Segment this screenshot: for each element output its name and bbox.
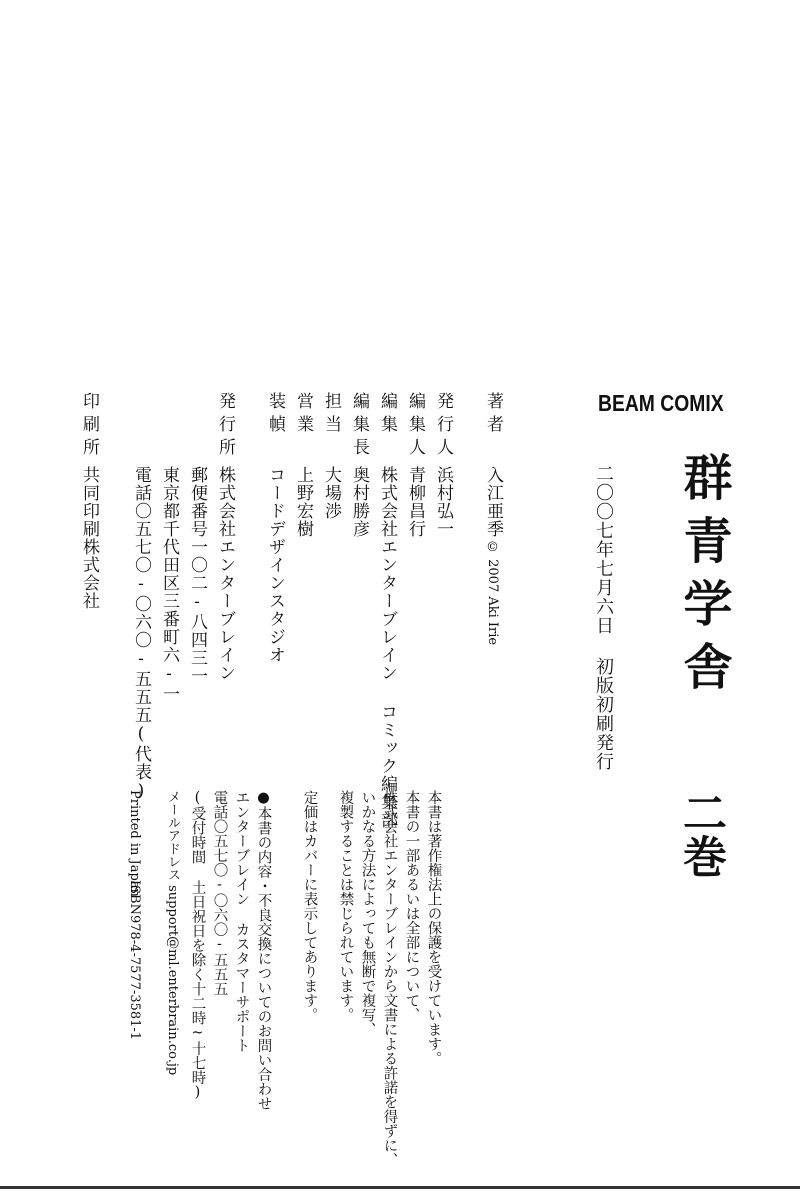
credit-editorial-dept: 株式会社エンターブレイン コミック編集部: [377, 466, 397, 829]
credit-publisher-person-name: 浜村弘一: [433, 466, 453, 538]
support-name: エンターブレイン カスタマーサポート: [233, 790, 250, 1053]
publisher-postal-code: 郵便番号一〇二-八四三一: [187, 466, 207, 685]
credit-editor-person-name: 青柳昌行: [405, 466, 425, 538]
book-title: 群青学舎: [676, 452, 734, 704]
credit-label-editor-in-chief-person: 編集人: [405, 392, 425, 461]
support-phone: 電話〇五七〇-〇六〇-五五五: [211, 790, 228, 996]
publisher-address: 東京都千代田区三番町六-一: [159, 466, 179, 703]
publication-date: 二〇〇七年七月六日 初版初刷発行: [593, 464, 614, 771]
credit-label-sales: 営業: [293, 392, 313, 438]
credit-label-editorial: 編集: [377, 392, 397, 438]
notice-line-3: 株式会社エンターブレインから文書による許諾を得ずに、: [381, 790, 398, 1167]
credit-label-publisher-person: 発行人: [433, 392, 453, 461]
printer-label: 印刷所: [79, 392, 99, 461]
credit-label-author: 著者: [483, 392, 503, 438]
copyright-line: © 2007 Aki Irie: [485, 540, 500, 646]
support-hours: (受付時間 土日祝日を除く十二時~十七時): [189, 790, 206, 1101]
notice-line-4: いかなる方法によっても無断で複写、: [359, 790, 376, 1037]
notice-line-2: 本書の一部あるいは全部について、: [403, 790, 420, 1022]
notice-line-1: 本書は著作権法上の保護を受けています。: [425, 790, 442, 1066]
credit-in-charge-name: 大場渉: [321, 466, 341, 520]
publisher-label: 発行所: [215, 392, 235, 461]
publisher-phone: 電話〇五七〇-〇六〇-五五五(代表): [131, 466, 151, 802]
support-email: メールアドレス support@ml.enterbrain.co.jp: [165, 790, 180, 1076]
volume-number: 二巻: [675, 790, 726, 878]
bottom-rule: [0, 1186, 800, 1189]
isbn: ISBN978-4-7577-3581-1: [127, 880, 142, 1041]
imprint-logo: BEAM COMIX: [598, 390, 724, 416]
printed-in: Printed in Japan: [127, 790, 142, 897]
credit-label-editor-chief: 編集長: [349, 392, 369, 461]
credit-author-name: 入江亜季: [483, 466, 503, 538]
credit-design-name: コードデザインスタジオ: [265, 466, 285, 664]
credit-label-design: 装幀: [265, 392, 285, 438]
notice-line-5: 複製することは禁じられています。: [337, 790, 354, 1022]
price-note: 定価はカバーに表示してあります。: [301, 790, 318, 1022]
support-heading: ●本書の内容・不良交換についてのお問い合わせ: [255, 790, 272, 1111]
credit-label-in-charge: 担当: [321, 392, 341, 438]
credit-sales-name: 上野宏樹: [293, 466, 313, 538]
printer-name: 共同印刷株式会社: [79, 466, 99, 610]
publisher-name: 株式会社エンターブレイン: [215, 466, 235, 682]
credit-editor-chief-name: 奥村勝彦: [349, 466, 369, 538]
